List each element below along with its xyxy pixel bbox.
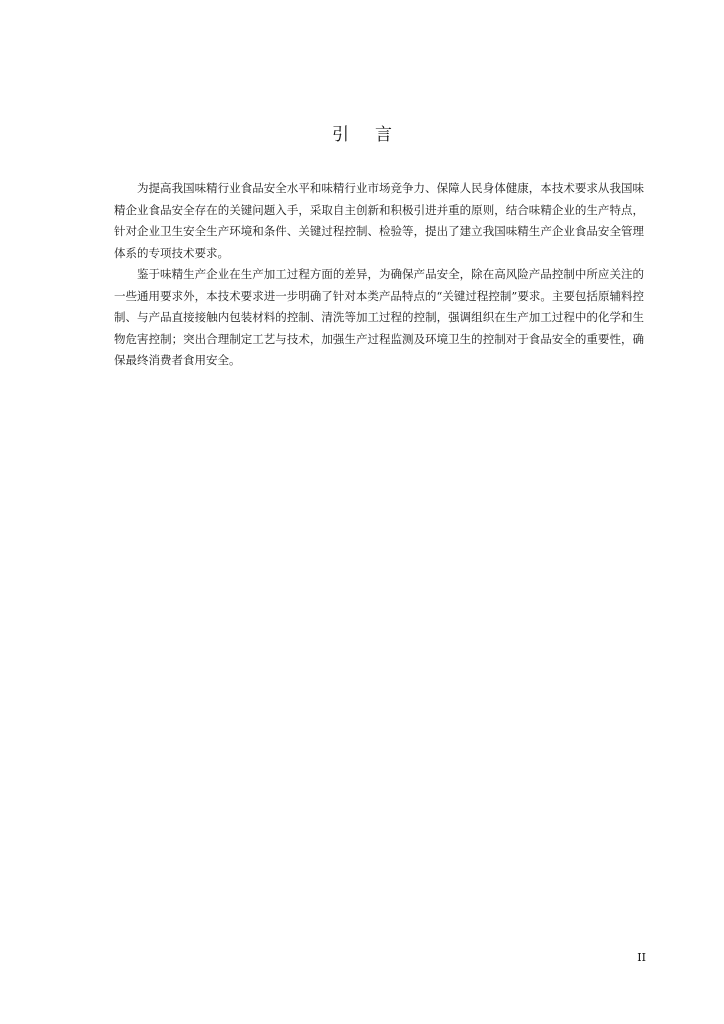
paragraph-1: 为提高我国味精行业食品安全水平和味精行业市场竞争力、保障人民身体健康，本技术要求从我国味精企业食品安全存在的关键问题入手，采取自主创新和积极引进并重的原则，结合味精企业的生产特点，针对企业卫生安全生产环境和条件、关键过程控制、检验等，提出了建立我国味精生产企业食品安全管理体系的专项技术要求。 [114,181,644,260]
paragraph-2: 鉴于味精生产企业在生产加工过程方面的差异，为确保产品安全，除在高风险产品控制中所应关注的一些通用要求外，本技术要求进一步明确了针对本类产品特点的“关键过程控制”要求。主要包括原辅料控制、与产品直接接触内包装材料的控制、清洗等加工过程的控制，强调组织在生产加工过程中的化学和生物危害控制；突出合理制定工艺与技术，加强生产过程监测及环境卫生的控制对于食品安全的重要性，确保最终消费者食用安全。 [114,267,644,367]
body-text [114,178,644,372]
page-title: 引言 [332,125,418,145]
page-number: II [637,951,646,964]
